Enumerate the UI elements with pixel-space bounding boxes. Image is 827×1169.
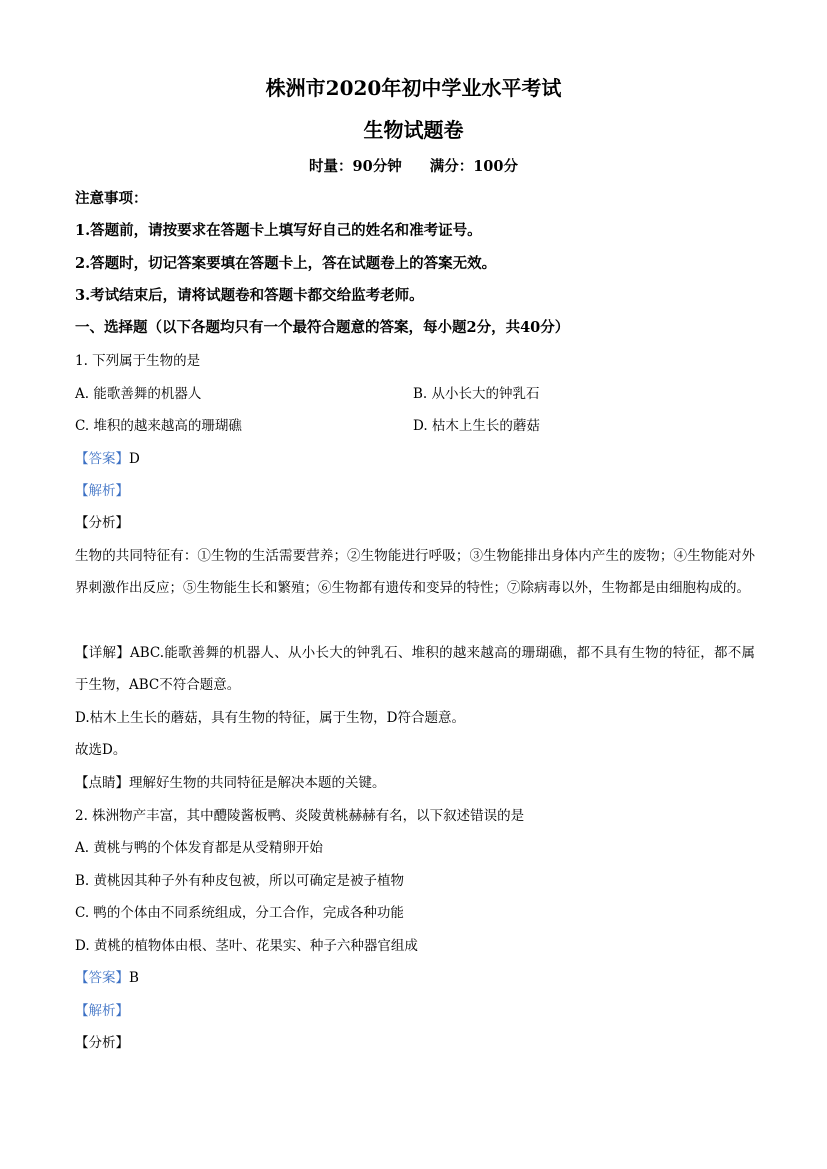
answer-line bbox=[75, 968, 139, 988]
exam-meta bbox=[0, 157, 827, 177]
notice-item: 3.考试结束后，请将试题卷和答题卡都交给监考老师。 bbox=[75, 287, 424, 304]
option-b: B. 黄桃因其种子外有种皮包被，所以可确定是被子植物 bbox=[75, 873, 405, 889]
exam-time: 时量：90分钟 bbox=[309, 158, 402, 175]
answer-line bbox=[75, 449, 140, 469]
option-c: C. 堆积的越来越高的珊瑚礁 bbox=[75, 418, 242, 434]
answer-value: D bbox=[129, 451, 140, 467]
answer-value: B bbox=[129, 970, 139, 986]
answer-tag: 【答案】 bbox=[75, 451, 129, 467]
fenxi-tag: 【分析】 bbox=[75, 1035, 129, 1051]
analysis-paragraph: 生物的共同特征有：①生物的生活需要营养；②生物能进行呼吸；③生物能排出身体内产生的废物；④生物能对外界刺激作出反应；⑤生物能生长和繁殖；⑥生物都有遗传和变异的特性；⑦除病毒以外，生物都是由细胞构成的。 bbox=[75, 548, 755, 596]
notice-item: 2.答题时，切记答案要填在答题卡上，答在试题卷上的答案无效。 bbox=[75, 255, 497, 272]
option-c: C. 鸭的个体由不同系统组成，分工合作，完成各种功能 bbox=[75, 905, 404, 921]
answer-tag: 【答案】 bbox=[75, 970, 129, 986]
detail-paragraph: 【详解】ABC.能歌善舞的机器人、从小长大的钟乳石、堆积的越来越高的珊瑚礁，都不具有生物的特征，都不属于生物，ABC不符合题意。 bbox=[75, 645, 755, 693]
exam-subtitle: 生物试题卷 bbox=[363, 118, 464, 142]
analysis-tag: 【解析】 bbox=[75, 1003, 129, 1019]
fenxi-tag: 【分析】 bbox=[75, 515, 129, 531]
question-stem: 2. 株洲物产丰富，其中醴陵酱板鸭、炎陵黄桃赫赫有名，以下叙述错误的是 bbox=[75, 808, 525, 824]
analysis-tag: 【解析】 bbox=[75, 483, 129, 499]
notice-heading: 注意事项： bbox=[75, 190, 148, 207]
section-heading: 一、选择题（以下各题均只有一个最符合题意的答案，每小题2分，共40分） bbox=[75, 319, 570, 336]
option-a: A. 黄桃与鸭的个体发育都是从受精卵开始 bbox=[75, 840, 323, 856]
detail-d: D.枯木上生长的蘑菇，具有生物的特征，属于生物，D符合题意。 bbox=[75, 710, 465, 726]
option-d: D. 黄桃的植物体由根、茎叶、花果实、种子六种器官组成 bbox=[75, 938, 418, 954]
exam-title: 株洲市2020年初中学业水平考试 bbox=[265, 76, 562, 100]
choose-line: 故选D。 bbox=[75, 742, 127, 758]
option-b: B. 从小长大的钟乳石 bbox=[413, 386, 540, 402]
tip-line: 【点睛】理解好生物的共同特征是解决本题的关键。 bbox=[75, 775, 386, 791]
notice-item: 1.答题前，请按要求在答题卡上填写好自己的姓名和准考证号。 bbox=[75, 222, 482, 239]
exam-score: 满分：100分 bbox=[429, 158, 518, 175]
option-a: A. 能歌善舞的机器人 bbox=[75, 386, 202, 402]
question-stem: 1. 下列属于生物的是 bbox=[75, 353, 201, 369]
option-d: D. 枯木上生长的蘑菇 bbox=[413, 418, 540, 434]
